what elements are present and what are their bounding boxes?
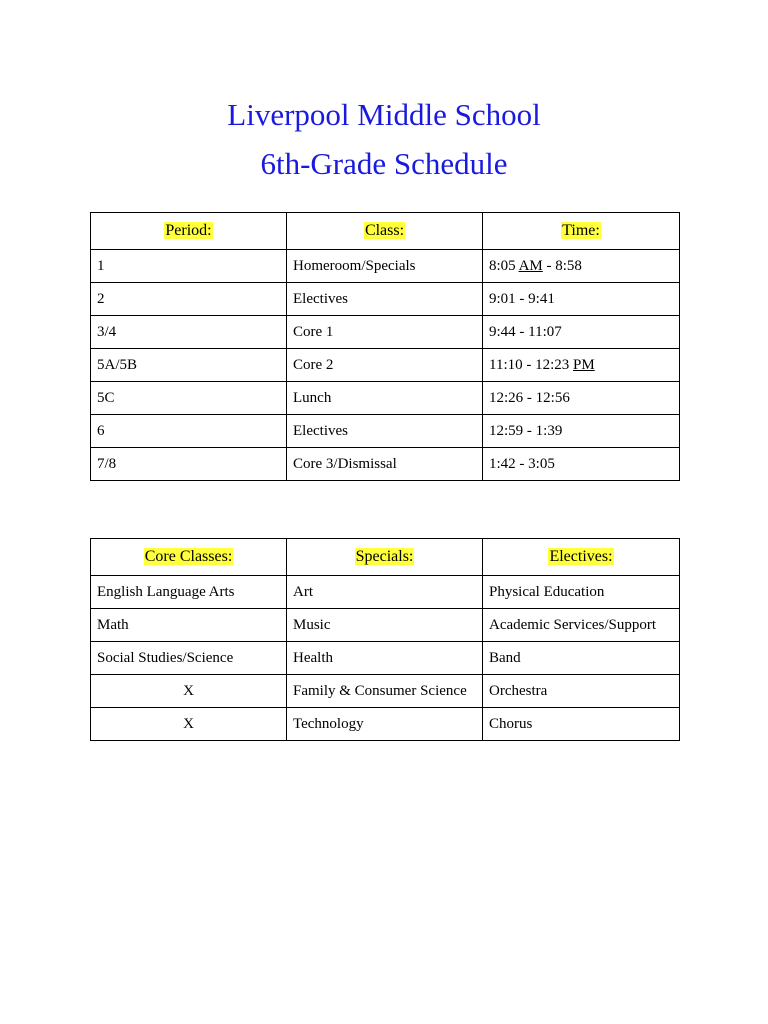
class-cell: Lunch	[287, 382, 483, 415]
table-row	[91, 609, 680, 642]
class-cell: Electives	[287, 283, 483, 316]
table-row	[91, 448, 680, 481]
special-cell: Family & Consumer Science	[287, 675, 483, 708]
table-row	[91, 382, 680, 415]
special-cell: Technology	[287, 708, 483, 741]
special-cell: Music	[287, 609, 483, 642]
elective-cell: Orchestra	[483, 675, 680, 708]
schedule-header-row	[91, 213, 680, 250]
class-cell: Electives	[287, 415, 483, 448]
period-cell: 3/4	[91, 316, 287, 349]
time-cell: 11:10 - 12:23 PM	[483, 349, 680, 382]
class-cell: Core 3/Dismissal	[287, 448, 483, 481]
header-electives: Electives:	[483, 539, 680, 576]
table-row	[91, 349, 680, 382]
schedule-table	[90, 212, 680, 481]
time-cell: 12:59 - 1:39	[483, 415, 680, 448]
period-cell: 5C	[91, 382, 287, 415]
header-time: Time:	[483, 213, 680, 250]
table-row	[91, 316, 680, 349]
special-cell: Health	[287, 642, 483, 675]
classes-header-row	[91, 539, 680, 576]
table-row	[91, 675, 680, 708]
core-class-cell: English Language Arts	[91, 576, 287, 609]
header-specials: Specials:	[287, 539, 483, 576]
core-class-cell: X	[91, 708, 287, 741]
time-cell: 12:26 - 12:56	[483, 382, 680, 415]
classes-table	[90, 538, 680, 741]
elective-cell: Chorus	[483, 708, 680, 741]
period-cell: 5A/5B	[91, 349, 287, 382]
header-class: Class:	[287, 213, 483, 250]
time-cell: 8:05 AM - 8:58	[483, 250, 680, 283]
document-subtitle: 6th-Grade Schedule	[260, 146, 508, 181]
header-core-classes: Core Classes:	[91, 539, 287, 576]
class-cell: Core 2	[287, 349, 483, 382]
period-cell: 1	[91, 250, 287, 283]
core-class-cell: Math	[91, 609, 287, 642]
class-cell: Core 1	[287, 316, 483, 349]
table-row	[91, 250, 680, 283]
period-cell: 2	[91, 283, 287, 316]
core-class-cell: X	[91, 675, 287, 708]
elective-cell: Band	[483, 642, 680, 675]
document-title: Liverpool Middle School	[227, 97, 541, 132]
table-row	[91, 642, 680, 675]
special-cell: Art	[287, 576, 483, 609]
period-cell: 6	[91, 415, 287, 448]
time-cell: 9:01 - 9:41	[483, 283, 680, 316]
period-cell: 7/8	[91, 448, 287, 481]
time-cell: 1:42 - 3:05	[483, 448, 680, 481]
table-row	[91, 415, 680, 448]
table-row	[91, 283, 680, 316]
header-period: Period:	[91, 213, 287, 250]
time-cell: 9:44 - 11:07	[483, 316, 680, 349]
elective-cell: Academic Services/Support	[483, 609, 680, 642]
elective-cell: Physical Education	[483, 576, 680, 609]
table-row	[91, 708, 680, 741]
class-cell: Homeroom/Specials	[287, 250, 483, 283]
core-class-cell: Social Studies/Science	[91, 642, 287, 675]
table-row	[91, 576, 680, 609]
